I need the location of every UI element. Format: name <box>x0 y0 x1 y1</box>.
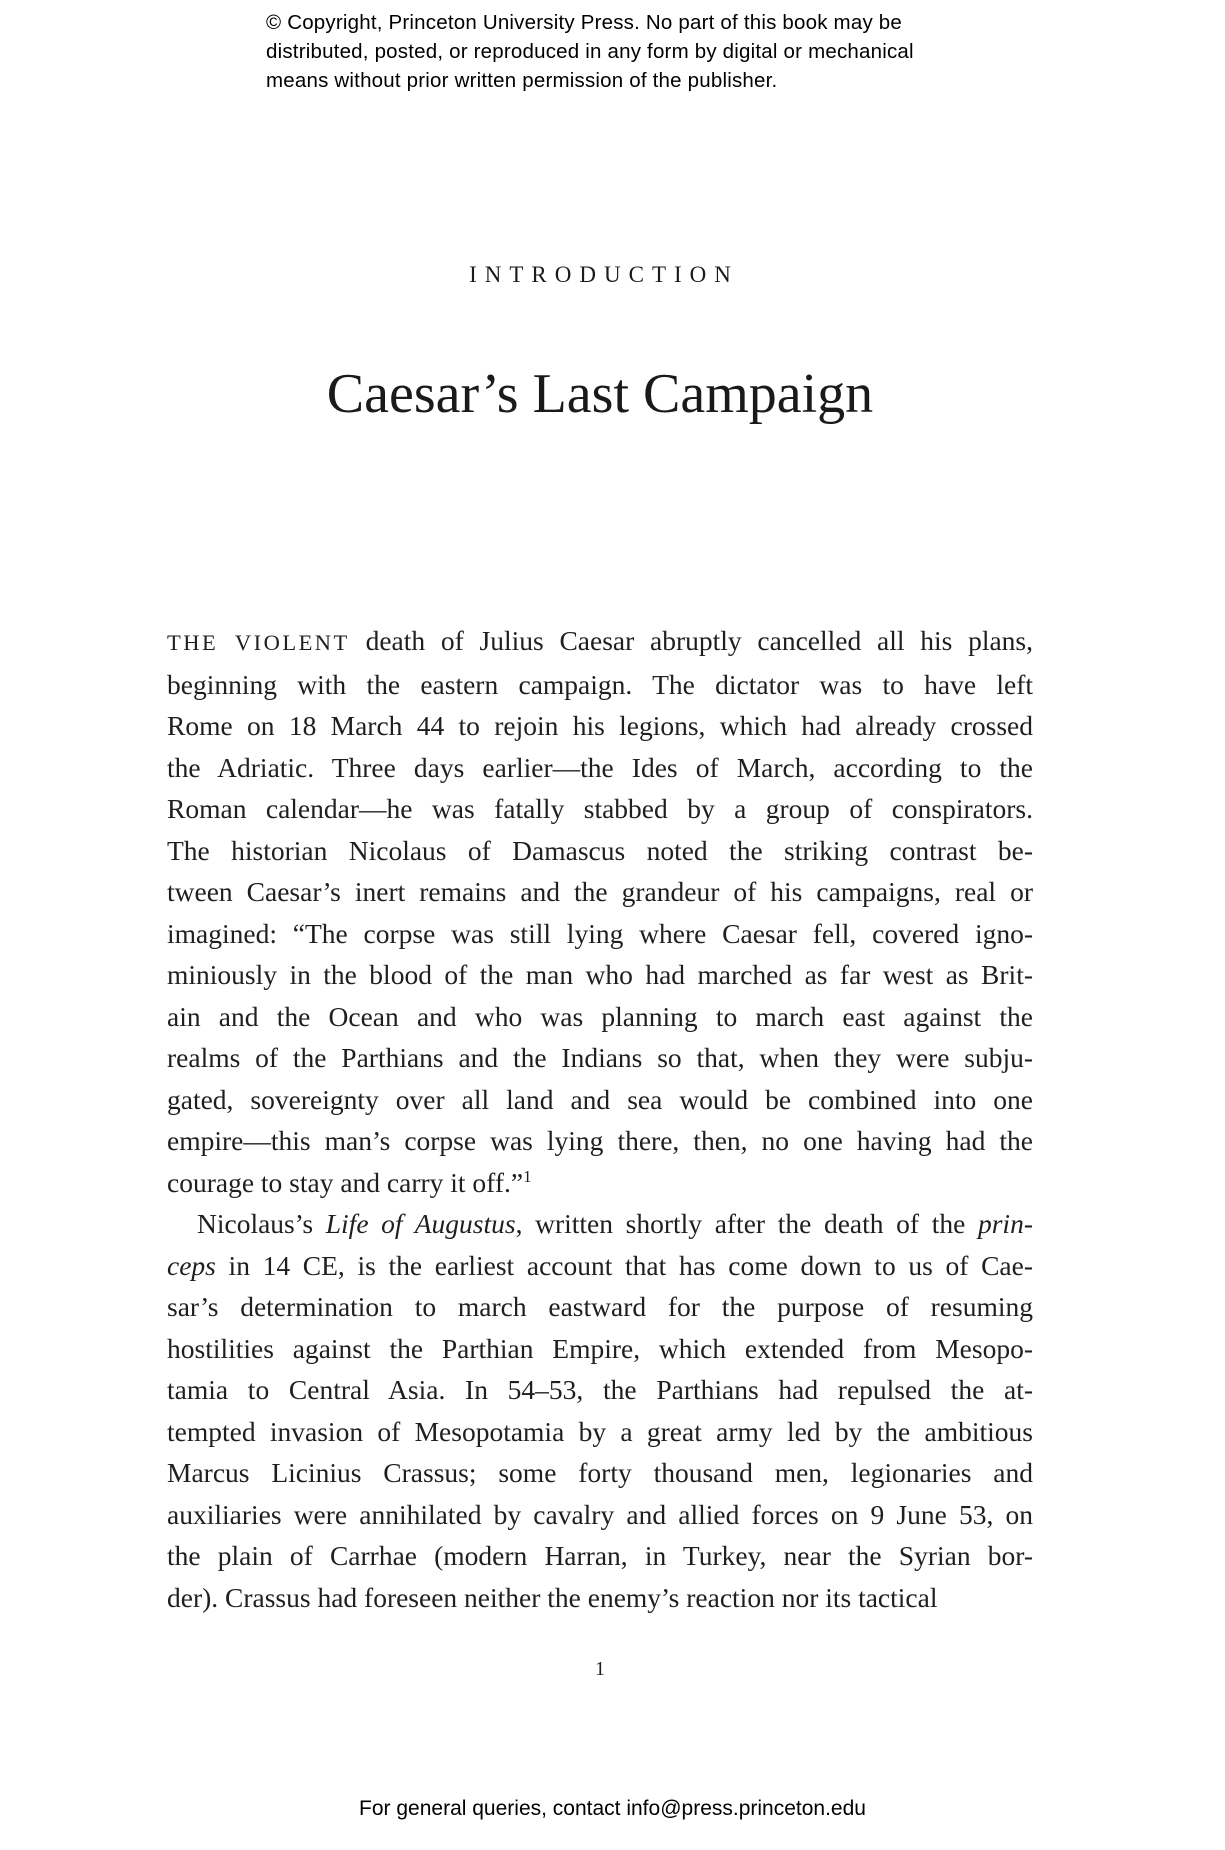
copyright-line: distributed, posted, or reproduced in any form by digital or mechanical <box>266 40 914 63</box>
copyright-notice <box>266 8 914 95</box>
body-line: courage to stay and carry it off.”$^1$ <box>167 1166 532 1198</box>
footnote-marker: 1 <box>523 1166 532 1186</box>
body-line: gated, sovereignty over all land and sea would be combined into one <box>167 1083 1033 1115</box>
page-number: 1 <box>595 1658 605 1680</box>
body-line: the plain of Carrhae (modern Harran, in Turkey, near the Syrian bor- <box>167 1540 1033 1571</box>
body-line: imagined: “The corpse was still lying where Caesar fell, covered igno- <box>167 917 1033 949</box>
section-label: INTRODUCTION <box>469 262 739 287</box>
copyright-line: means without prior written permission of the publisher. <box>266 69 778 92</box>
copyright-line: © Copyright, Princeton University Press. No part of this book may be <box>266 11 902 34</box>
body-line: tween Caesar’s inert remains and the grandeur of his campaigns, real or <box>167 876 1033 907</box>
body-line: beginning with the eastern campaign. The dictator was to have left <box>167 668 1033 700</box>
body-line: Marcus Licinius Crassus; some forty thousand men, legionaries and <box>167 1457 1033 1488</box>
body-line: the Adriatic. Three days earlier—the Ides of March, according to the <box>167 751 1033 783</box>
body-line: tamia to Central Asia. In 54–53, the Parthians had repulsed the at- <box>167 1374 1033 1405</box>
body-text <box>167 620 1033 1618</box>
footer-contact: For general queries, contact info@press.princeton.edu <box>359 1797 866 1820</box>
body-line: Rome on 18 March 44 to rejoin his legions, which had already crossed <box>167 710 1033 741</box>
body-line: hostilities against the Parthian Empire, which extended from Mesopo- <box>167 1332 1033 1364</box>
body-line: ain and the Ocean and who was planning to march east against the <box>167 1000 1033 1032</box>
body-line: sar’s determination to march eastward for the purpose of resuming <box>167 1291 1033 1322</box>
body-line: tempted invasion of Mesopotamia by a great army led by the ambitious <box>167 1415 1033 1447</box>
body-line: auxiliaries were annihilated by cavalry and allied forces on 9 June 53, on <box>167 1498 1033 1530</box>
body-line: miniously in the blood of the man who had marched as far west as Brit- <box>167 959 1033 990</box>
body-line: realms of the Parthians and the Indians so that, when they were subju- <box>167 1042 1033 1073</box>
body-line: der). Crassus had foreseen neither the enemy’s reaction nor its tactical <box>167 1581 938 1613</box>
body-line: empire—this man’s corpse was lying there, then, no one having had the <box>167 1125 1033 1156</box>
body-line: The historian Nicolaus of Damascus noted the striking contrast be- <box>167 834 1033 866</box>
body-line: ceps in 14 CE, is the earliest account that has come down to us of Cae- <box>167 1249 1033 1281</box>
body-line: Nicolaus’s Life of Augustus, written shortly after the death of the prin- <box>197 1208 1033 1239</box>
page-title: Caesar’s Last Campaign <box>326 363 874 425</box>
body-line: Roman calendar—he was fatally stabbed by a group of conspirators. <box>167 793 1033 824</box>
body-line: THE VIOLENT death of Julius Caesar abruptly cancelled all his plans, <box>167 625 1033 656</box>
